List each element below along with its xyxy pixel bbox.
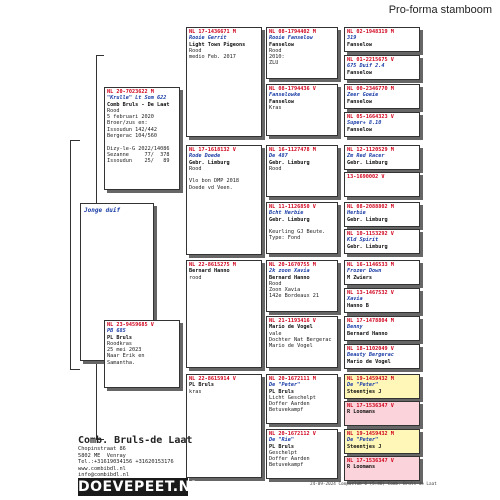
ancestor-owner: Fanselow xyxy=(347,69,372,76)
text-line: Issoudun 142/442 xyxy=(107,126,157,133)
fmf-owner: Gebr. Limburg xyxy=(269,159,310,166)
ancestor-owner: Fanselow xyxy=(347,126,372,133)
mmm-name: De "Rie" xyxy=(269,437,294,444)
mfm-ring: NL 21-1193416 V xyxy=(269,318,316,324)
ancestor-card[interactable] xyxy=(344,84,420,109)
ancestor-card[interactable] xyxy=(344,401,420,426)
fm-card[interactable] xyxy=(186,145,262,255)
mfm-owner: Mario de Vogel xyxy=(269,324,313,331)
text-line: Dizy-le-G 2022/14086 xyxy=(107,145,170,152)
mmm-lines xyxy=(269,450,335,469)
page-title: Pro-forma stamboom xyxy=(388,4,492,16)
text-line: 142e Bordeaux 21 xyxy=(269,293,319,300)
ancestor-owner: Hanno B xyxy=(347,302,369,309)
ancestor-name: Benny xyxy=(347,324,363,331)
text-line: vale xyxy=(269,330,282,337)
ancestor-name: Zeer Goeie xyxy=(347,92,379,99)
text-line: Type: Fond xyxy=(269,235,301,242)
site-logo: DOEVEPEET.NL xyxy=(78,479,201,495)
ffm-owner: Fanselow xyxy=(269,98,294,105)
text-line: Kras xyxy=(269,104,282,111)
ancestor-ring: NL 19-1459432 M xyxy=(347,431,394,437)
fff-ring: NL 08-1794402 M xyxy=(269,29,316,35)
mother-name: PB 685 xyxy=(107,328,126,335)
mmf-name: De "Peter" xyxy=(269,382,301,389)
fmm-lines xyxy=(269,223,335,242)
fmm-owner: Gebr. Limburg xyxy=(269,216,310,223)
ancestor-ring: NL 17-1478804 M xyxy=(347,318,394,324)
text-line: Keurling GJ Beute. xyxy=(269,229,326,236)
ancestor-card[interactable] xyxy=(344,27,420,52)
text-line: medio Feb. 2017 xyxy=(189,54,236,61)
ancestor-ring: 13-1690002 V xyxy=(347,174,385,180)
ancestor-owner: Steentjes J xyxy=(347,443,382,450)
fmf-card[interactable] xyxy=(266,145,338,197)
text-line: Roodkras xyxy=(107,340,132,347)
ancestor-owner: M Zwiers xyxy=(347,274,372,281)
ancestor-card[interactable] xyxy=(344,55,420,80)
text-line: Rood xyxy=(189,47,202,54)
ffm-card[interactable] xyxy=(266,84,338,136)
ff-name: Rooie Gerrit xyxy=(189,35,227,42)
mmm-card[interactable] xyxy=(266,429,338,479)
fm-name: Rode Doede xyxy=(189,153,221,160)
ancestor-card[interactable] xyxy=(344,316,420,341)
ancestor-owner: R Loomans xyxy=(347,464,376,471)
text-line: Betuvekampf xyxy=(269,407,304,414)
ancestor-ring: NL 17-1536347 V xyxy=(347,403,394,409)
father-owner: Comb Bruls - De Laat xyxy=(107,101,170,108)
ancestor-card[interactable] xyxy=(344,145,420,170)
breeder-lines xyxy=(78,446,192,479)
mff-card[interactable] xyxy=(266,260,338,312)
text-line: Sezanne 77/ 378 xyxy=(107,151,170,158)
mff-lines xyxy=(269,281,335,300)
fmf-name: De 487 xyxy=(269,153,288,160)
text-line: Zoon Xavia xyxy=(269,287,301,294)
text-line: rood xyxy=(189,274,202,281)
text-line: info@combibdl.nl xyxy=(78,472,130,478)
text-line: 2010: xyxy=(269,54,285,61)
text-line: 25 mei 2023 xyxy=(107,347,142,354)
ancestor-card[interactable] xyxy=(344,288,420,313)
ancestor-owner: Gebr. Limburg xyxy=(347,216,388,223)
mf-card[interactable] xyxy=(186,260,262,368)
ancestor-name: Herbie xyxy=(347,210,366,217)
ancestor-ring: NL 10-1153292 V xyxy=(347,231,394,237)
ancestor-ring: NL 16-1146533 M xyxy=(347,262,394,268)
text-line: Tel.:+31619034156 +31620153176 xyxy=(78,459,174,465)
ancestor-owner: Gebr. Limburg xyxy=(347,159,388,166)
text-line: Rood xyxy=(269,47,282,54)
ancestor-ring: NL 17-1536347 V xyxy=(347,458,394,464)
fff-card[interactable] xyxy=(266,27,338,79)
ancestor-ring: NL 02-1948319 M xyxy=(347,29,394,35)
text-line: Doede vd Veen. xyxy=(189,184,233,191)
ancestor-name: Frozer Down xyxy=(347,268,382,275)
ancestor-card[interactable] xyxy=(344,374,420,399)
text-line: Broer/zus en: xyxy=(107,120,148,127)
ancestor-owner: Steentjes J xyxy=(347,388,382,395)
ancestor-card[interactable] xyxy=(344,344,420,369)
ancestor-owner: R Loomans xyxy=(347,409,376,416)
text-line: Geschelpt xyxy=(269,449,298,456)
ancestor-card[interactable] xyxy=(344,260,420,285)
ancestor-name: Xavia xyxy=(347,296,363,303)
fmf-lines xyxy=(269,166,335,172)
mff-name: 2k zoon Xavia xyxy=(269,268,310,275)
text-line: Naar Erik en xyxy=(107,353,145,360)
text-line: kras xyxy=(189,388,202,395)
text-line: 5802 ME Venray xyxy=(78,452,126,459)
ancestor-card[interactable] xyxy=(344,112,420,137)
mf-lines xyxy=(189,275,259,281)
ancestor-ring: NL 01-2215675 V xyxy=(347,57,394,63)
ff-lines xyxy=(189,48,259,61)
mm-card[interactable] xyxy=(186,374,262,478)
mm-owner: PL Bruls xyxy=(189,382,214,389)
text-line: Issoudun 25/ 89 xyxy=(107,158,170,165)
text-line: Vlo bon DMP 2018 xyxy=(189,178,239,185)
ancestor-ring: NL 00-2346770 M xyxy=(347,86,394,92)
father-ring: NL 20-7023622 M xyxy=(107,89,154,95)
mother-ring: NL 23-9459685 V xyxy=(107,322,154,328)
ancestor-name: Zm Red Racer xyxy=(347,153,385,160)
mmm-ring: NL 20-1672112 V xyxy=(269,431,316,437)
connector-subject xyxy=(70,140,80,370)
ffm-lines xyxy=(269,105,335,111)
father-card[interactable] xyxy=(104,87,180,190)
mmf-card[interactable] xyxy=(266,374,338,424)
mother-card[interactable] xyxy=(104,320,180,388)
ancestor-name: 319 xyxy=(347,35,357,42)
breeder-block xyxy=(78,435,192,479)
footer-text: 24-09-2024 Compuclub 6 (5.48) Comb. Bruls-de Laat xyxy=(310,482,437,487)
text-line: Betuvekampf xyxy=(269,462,304,469)
ancestor-name: 675 Duif 2.4 xyxy=(347,63,385,70)
ff-card[interactable] xyxy=(186,27,262,137)
ancestor-owner: Fanselow xyxy=(347,98,372,105)
mm-ring: NL 22-8615914 V xyxy=(189,376,236,382)
text-line: Mario de Vogel xyxy=(269,343,313,350)
text-line: Licht Geschelpt xyxy=(269,394,316,401)
breeder-name: Comb. Bruls-de Laat xyxy=(78,435,193,446)
mf-ring: NL 22-8615275 M xyxy=(189,262,236,268)
mmm-owner: PL Bruls xyxy=(269,443,294,450)
text-line: Rood xyxy=(269,165,282,172)
ancestor-ring: NL 13-1467532 V xyxy=(347,290,394,296)
text-line: ZLU xyxy=(269,60,279,67)
text-line: Dochter Nat Bergerac xyxy=(269,336,332,343)
fmm-name: Bcht Herbie xyxy=(269,210,304,217)
fm-owner: Gebr. Limburg xyxy=(189,159,230,166)
mother-owner: PL Bruls xyxy=(107,334,132,341)
ancestor-ring: NL 12-1120529 M xyxy=(347,147,394,153)
mf-owner: Bernard Hanno xyxy=(189,268,230,275)
text-line: Rood xyxy=(107,107,120,114)
mfm-card[interactable] xyxy=(266,316,338,368)
ancestor-name: De "Peter" xyxy=(347,437,379,444)
fmm-card[interactable] xyxy=(266,202,338,254)
ancestor-ring: NL 19-1459432 M xyxy=(347,376,394,382)
ancestor-owner: Gebr. Limburg xyxy=(347,243,388,250)
ancestor-name: Kld Spirit xyxy=(347,237,379,244)
ancestor-card[interactable] xyxy=(344,456,420,481)
ancestor-card[interactable] xyxy=(344,172,420,197)
connector-father xyxy=(96,55,104,205)
ancestor-name: Beauty Bergerac xyxy=(347,352,394,359)
text-line: 5 februari 2020 xyxy=(107,114,154,121)
text-line: Rood xyxy=(269,280,282,287)
text-line: www.combibdl.nl xyxy=(78,465,126,472)
ffm-ring: NL 08-1794436 V xyxy=(269,86,316,92)
fff-owner: Fanselow xyxy=(269,41,294,48)
ancestor-name: Super+ 8.10 xyxy=(347,120,382,127)
ancestor-owner: Fanselow xyxy=(347,41,372,48)
mmf-ring: NL 20-1672111 M xyxy=(269,376,316,382)
father-lines xyxy=(107,108,177,165)
text-line: Chopinstraat 86 xyxy=(78,446,126,452)
father-name: "Krulle" Lt Som 622 xyxy=(107,95,167,102)
fff-name: Rooie Fanselow xyxy=(269,35,313,42)
mmf-owner: PL Bruls xyxy=(269,388,294,395)
text-line: Bergerac 104/560 xyxy=(107,133,157,140)
ancestor-card[interactable] xyxy=(344,229,420,254)
mm-lines xyxy=(189,389,259,395)
mother-lines xyxy=(107,341,177,366)
ff-ring: NL 17-1436671 M xyxy=(189,29,236,35)
ancestor-card[interactable] xyxy=(344,202,420,227)
ancestor-card[interactable] xyxy=(344,429,420,454)
fm-ring: NL 17-1618132 V xyxy=(189,147,236,153)
mfm-lines xyxy=(269,331,335,350)
ancestor-name: De "Peter" xyxy=(347,382,379,389)
ancestor-ring: NL 05-1664323 V xyxy=(347,114,394,120)
ancestor-owner: Bernard Hanno xyxy=(347,330,388,337)
fm-lines xyxy=(189,166,259,191)
ancestor-owner: Mario de Vogel xyxy=(347,358,391,365)
ffm-name: Fanselowke xyxy=(269,92,301,99)
text-line: Doffer Aarden xyxy=(269,456,310,463)
ff-owner: Light Town Pigeons xyxy=(189,41,246,48)
fmf-ring: NL 16-1127478 M xyxy=(269,147,316,153)
fff-lines xyxy=(269,48,335,67)
mmf-lines xyxy=(269,395,335,414)
text-line: Rood xyxy=(189,165,202,172)
ancestor-ring: NL 18-1102049 V xyxy=(347,346,394,352)
subject-name: Jonge duif xyxy=(84,207,121,214)
mff-ring: NL 20-1670755 M xyxy=(269,262,316,268)
mff-owner: Bernard Hanno xyxy=(269,274,310,281)
fmm-ring: NL 11-1126850 V xyxy=(269,204,316,210)
text-line: Samantha. xyxy=(107,359,136,366)
text-line: Doffer Aarden xyxy=(269,401,310,408)
ancestor-ring: NL 08-2088802 M xyxy=(347,204,394,210)
